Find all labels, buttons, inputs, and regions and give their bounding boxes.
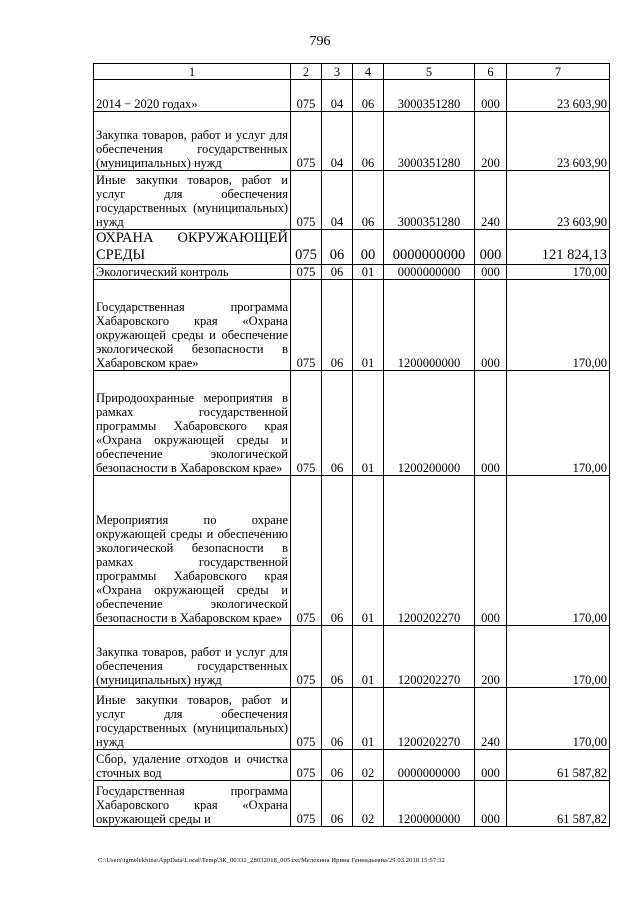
row-amount: 61 587,82 — [507, 781, 610, 827]
row-amount: 170,00 — [507, 371, 610, 476]
row-admin-code: 075 — [291, 280, 322, 371]
row-amount: 170,00 — [507, 476, 610, 626]
row-amount: 121 824,13 — [507, 230, 610, 265]
row-admin-code: 075 — [291, 781, 322, 827]
row-section: 06 — [322, 230, 353, 265]
table-row — [94, 626, 610, 688]
row-subsection: 02 — [353, 750, 384, 781]
row-name: Экологический контроль — [94, 265, 291, 280]
row-amount: 23 603,90 — [507, 171, 610, 230]
table-row — [94, 112, 610, 171]
table-row — [94, 265, 610, 280]
row-amount: 61 587,82 — [507, 750, 610, 781]
row-expense-type: 000 — [475, 476, 507, 626]
column-header-7: 7 — [507, 64, 610, 80]
row-admin-code: 075 — [291, 230, 322, 265]
row-name: Сбор, удаление отходов и очистка сточных вод — [94, 750, 291, 781]
table-header-row — [94, 64, 610, 80]
table-row — [94, 80, 610, 112]
row-expense-type: 000 — [475, 750, 507, 781]
row-section: 06 — [322, 626, 353, 688]
row-subsection: 01 — [353, 476, 384, 626]
column-header-5: 5 — [384, 64, 475, 80]
row-admin-code: 075 — [291, 688, 322, 750]
table-row — [94, 688, 610, 750]
table-row — [94, 230, 610, 265]
row-name: ОХРАНА ОКРУЖАЮЩЕЙ СРЕДЫ — [94, 230, 291, 265]
row-section: 06 — [322, 750, 353, 781]
row-amount: 170,00 — [507, 280, 610, 371]
row-section: 06 — [322, 371, 353, 476]
row-section: 06 — [322, 280, 353, 371]
row-target-article: 0000000000 — [384, 750, 475, 781]
row-section: 04 — [322, 171, 353, 230]
row-amount: 170,00 — [507, 626, 610, 688]
row-name: Иные закупки товаров, работ и услуг для обеспечения государственных (муниципальных) нужд — [94, 171, 291, 230]
row-subsection: 00 — [353, 230, 384, 265]
footer-file-path: C:\Users\igmelekhina\AppData\Local\Temp\ЗК_00332_28032018_005.txt/Мелехина Ирина Геннадьевна/29.03.2018 15:57:32 — [98, 857, 445, 864]
column-header-4: 4 — [353, 64, 384, 80]
row-expense-type: 000 — [475, 371, 507, 476]
row-amount: 23 603,90 — [507, 80, 610, 112]
row-target-article: 1200202270 — [384, 626, 475, 688]
row-expense-type: 000 — [475, 280, 507, 371]
row-name: Закупка товаров, работ и услуг для обеспечения государственных (муниципальных) нужд — [94, 626, 291, 688]
row-subsection: 06 — [353, 80, 384, 112]
row-admin-code: 075 — [291, 171, 322, 230]
row-name: Государственная программа Хабаровского края «Охрана окружающей среды и обеспечение экологической безопасности в Хабаровском крае» — [94, 280, 291, 371]
row-admin-code: 075 — [291, 626, 322, 688]
row-subsection: 01 — [353, 626, 384, 688]
table-row — [94, 171, 610, 230]
row-target-article: 3000351280 — [384, 112, 475, 171]
row-expense-type: 240 — [475, 688, 507, 750]
row-admin-code: 075 — [291, 371, 322, 476]
column-header-6: 6 — [475, 64, 507, 80]
row-target-article: 1200202270 — [384, 688, 475, 750]
row-target-article: 1200202270 — [384, 476, 475, 626]
row-expense-type: 000 — [475, 230, 507, 265]
row-admin-code: 075 — [291, 265, 322, 280]
row-admin-code: 075 — [291, 476, 322, 626]
row-name: Государственная программа Хабаровского края «Охрана окружающей среды и — [94, 781, 291, 827]
row-name: 2014 − 2020 годах» — [94, 80, 291, 112]
row-section: 06 — [322, 781, 353, 827]
row-expense-type: 200 — [475, 626, 507, 688]
row-subsection: 01 — [353, 688, 384, 750]
budget-table — [93, 63, 610, 827]
row-section: 06 — [322, 476, 353, 626]
table-body — [94, 80, 610, 827]
row-name: Мероприятия по охране окружающей среды и обеспечению экологической безопасности в рамках государственной программы Хабаровского края «Охрана окружающей среды и обеспечение экологической безопасности в Хабаровском крае» — [94, 476, 291, 626]
row-expense-type: 000 — [475, 80, 507, 112]
row-section: 04 — [322, 112, 353, 171]
row-expense-type: 000 — [475, 265, 507, 280]
row-name: Природоохранные мероприятия в рамках государственной программы Хабаровского края «Охрана окружающей среды и обеспечение экологической безопасности в Хабаровском крае» — [94, 371, 291, 476]
row-target-article: 1200200000 — [384, 371, 475, 476]
row-amount: 23 603,90 — [507, 112, 610, 171]
row-section: 06 — [322, 265, 353, 280]
page-number: 796 — [309, 34, 331, 49]
row-name: Закупка товаров, работ и услуг для обеспечения государственных (муниципальных) нужд — [94, 112, 291, 171]
row-expense-type: 240 — [475, 171, 507, 230]
row-amount: 170,00 — [507, 265, 610, 280]
row-section: 06 — [322, 688, 353, 750]
table-row — [94, 750, 610, 781]
row-section: 04 — [322, 80, 353, 112]
row-target-article: 1200000000 — [384, 280, 475, 371]
table-row — [94, 476, 610, 626]
row-name: Иные закупки товаров, работ и услуг для обеспечения государственных (муниципальных) нужд — [94, 688, 291, 750]
row-admin-code: 075 — [291, 80, 322, 112]
row-target-article: 0000000000 — [384, 265, 475, 280]
row-subsection: 02 — [353, 781, 384, 827]
row-admin-code: 075 — [291, 112, 322, 171]
table-row — [94, 280, 610, 371]
row-subsection: 01 — [353, 371, 384, 476]
table-row — [94, 371, 610, 476]
row-subsection: 01 — [353, 280, 384, 371]
row-target-article: 1200000000 — [384, 781, 475, 827]
column-header-3: 3 — [322, 64, 353, 80]
row-subsection: 06 — [353, 171, 384, 230]
row-expense-type: 000 — [475, 781, 507, 827]
column-header-2: 2 — [291, 64, 322, 80]
row-amount: 170,00 — [507, 688, 610, 750]
row-target-article: 3000351280 — [384, 80, 475, 112]
row-subsection: 01 — [353, 265, 384, 280]
row-target-article: 0000000000 — [384, 230, 475, 265]
row-expense-type: 200 — [475, 112, 507, 171]
row-subsection: 06 — [353, 112, 384, 171]
column-header-1: 1 — [94, 64, 291, 80]
row-target-article: 3000351280 — [384, 171, 475, 230]
table-row — [94, 781, 610, 827]
row-admin-code: 075 — [291, 750, 322, 781]
